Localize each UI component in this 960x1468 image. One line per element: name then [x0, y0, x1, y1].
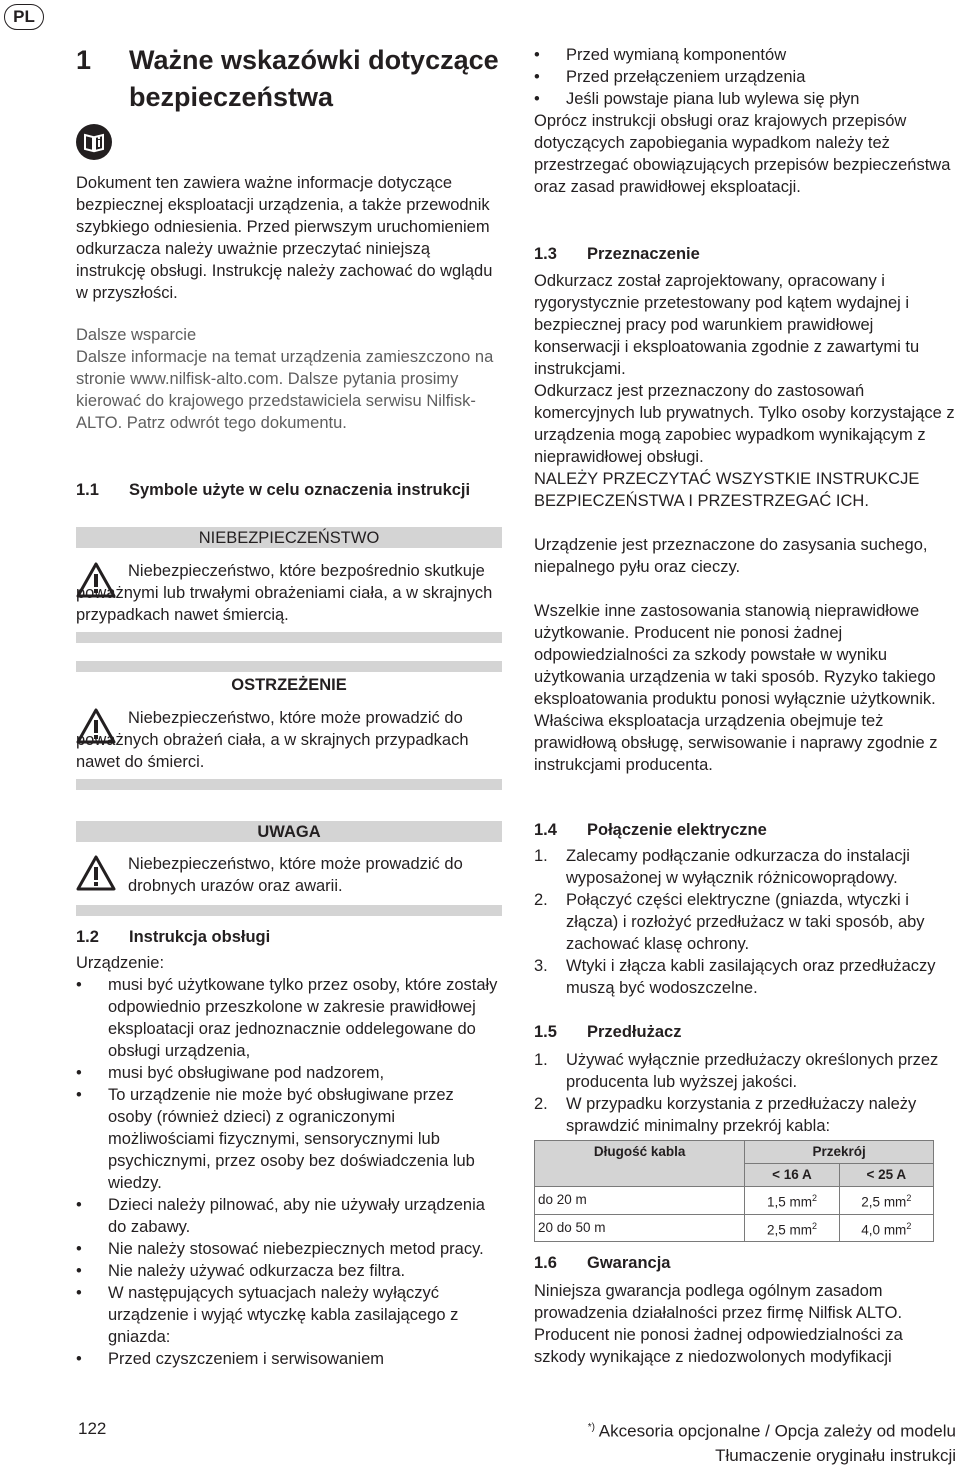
section-title: Gwarancja — [587, 1254, 671, 1272]
table-header-cross-section: Przekrój — [745, 1141, 934, 1164]
table-row: 20 do 50 m 2,5 $mm^2$ 4,0 $mm^2$ — [535, 1214, 934, 1242]
list-item: • Nie należy stosować niebezpiecznych metod pracy. — [76, 1238, 502, 1260]
section-title: Przedłużacz — [587, 1023, 682, 1041]
purpose-paragraph-4: Urządzenie jest przeznaczone do zasysania suchego, niepalnego pyłu oraz cieczy. — [534, 536, 928, 576]
chapter-title: Ważne wskazówki dotyczące bezpieczeństwa — [129, 45, 499, 112]
section-number: 1.5 — [534, 1023, 557, 1041]
support-text: Dalsze informacje na temat urządzenia zamieszczono na stronie www.nilfisk-alto.com. Dalsze pytania prosimy kierować do krajowego przedstawiciela serwisu Nilfisk-ALTO. Patrz odwrót tego dokumentu. — [76, 348, 494, 432]
list-item: 2. Połączyć części elektryczne (gniazda, wtyczki i złącza) i rozłożyć przedłużacz w taki sposób, aby zachować klasę ochrony. — [534, 891, 925, 953]
footer-notes — [588, 1416, 956, 1468]
footer-note: *) Akcesoria opcjonalne / Opcja zależy od modelu — [587, 1421, 956, 1441]
extension-list — [534, 1049, 958, 1137]
extra-paragraph: Oprócz instrukcji obsługi oraz krajowych przepisów dotyczących zapobiegania wypadkom należy też przestrzegać obowiązujących przepisów bezpieczeństwa oraz zasad prawidłowej eksploatacji. — [534, 112, 951, 196]
danger-bottom-bar — [76, 632, 502, 643]
purpose-paragraph-2: Odkurzacz jest przeznaczony do zastosowań komercyjnych lub prywatnych. Tylko osoby korzystające z urządzenia mogą zapobiec wypadkom wynikającym z nieprawidłowej obsługi. — [534, 382, 955, 466]
chapter-number: 1 — [76, 45, 92, 75]
section-1-4-heading — [534, 819, 958, 841]
intro-paragraph: Dokument ten zawiera ważne informacje dotyczące bezpiecznej eksploatacji urządzenia, a także przewodnik szybkiego odniesienia. Przed pierwszym uruchomieniem odkurzacza należy uważnie przeczytać niniejszą instrukcję obsługi. Instrukcję należy zachować do wglądu w przyszłości. — [76, 174, 493, 302]
manual-book-icon — [76, 124, 112, 160]
section-1-5-heading — [534, 1021, 958, 1043]
situation-bullet-list — [534, 44, 958, 110]
language-badge: PL — [4, 4, 44, 30]
danger-text: Niebezpieczeństwo, które bezpośrednio skutkuje poważnymi lub trwałymi obrażeniami ciała, a w skrajnych przypadkach nawet śmiercią. — [76, 562, 493, 624]
list-item: 1. Zalecamy podłączanie odkurzacza do instalacji wyposażonej w wyłącznik różnicowoprądowy. — [534, 847, 910, 887]
list-item: • musi być użytkowane tylko przez osoby, które zostały odpowiednio przeszkolone w zakresie prawidłowej eksploatacji oraz jednoznacznie oddelegowane do obsługi urządzenia, — [76, 974, 502, 1062]
section-title: Instrukcja obsługi — [129, 928, 271, 946]
section-number: 1.1 — [76, 481, 99, 499]
page-number: 122 — [78, 1419, 107, 1438]
list-item: 2. W przypadku korzystania z przedłużaczy należy sprawdzić minimalny przekrój kabla: — [534, 1095, 917, 1135]
section-number: 1.6 — [534, 1254, 557, 1272]
warning-label: OSTRZEŻENIE — [231, 676, 347, 694]
list-item: • To urządzenie nie może być obsługiwane przez osoby (również dzieci) z ograniczonymi możliwościami fizycznymi, sensorycznymi lub psychicznymi, przez osoby bez doświadczenia lub wiedzy. — [76, 1084, 502, 1194]
caution-label: UWAGA — [76, 821, 502, 842]
list-item: • Przed czyszczeniem i serwisowaniem — [76, 1348, 502, 1370]
purpose-paragraph-5: Wszelkie inne zastosowania stanowią nieprawidłowe użytkowanie. Producent nie ponosi żadnej odpowiedzialności za szkody powstałe w wyniku użytkowania urządzenia w taki sposób. Ryzyko takiego eksploatowania produktu ponosi wyłącznie użytkownik. Właściwa eksploatacja urządzenia obejmuje też prawidłową obsługę, serwisowanie i naprawy zgodnie z instrukcjami producenta. — [534, 602, 938, 774]
purpose-paragraph-1: Odkurzacz został zaprojektowany, opracowany i rygorystycznie przetestowany pod kątem wydajnej i bezpiecznej pracy pod warunkiem prawidłowej konserwacji i eksploatowania zgodnie z zawartymi tu instrukcjami. — [534, 272, 920, 378]
list-item: • Dzieci należy pilnować, aby nie używały urządzenia do zabawy. — [76, 1194, 502, 1238]
list-item: • Przed wymianą komponentów — [534, 44, 958, 66]
list-item: • W następujących sytuacjach należy wyłączyć urządzenie i wyjąć wtyczkę kabla zasilającego z gniazda: — [76, 1282, 502, 1348]
section-number: 1.3 — [534, 245, 557, 263]
list-item: • musi być obsługiwane pod nadzorem, — [76, 1062, 502, 1084]
list-item: 1. Używać wyłącznie przedłużaczy określonych przez producenta lub wyższej jakości. — [534, 1051, 939, 1091]
usage-bullet-list — [76, 974, 502, 1370]
section-number: 1.4 — [534, 821, 557, 839]
table-subheader: < 16 A — [745, 1164, 839, 1187]
footer-translation: Tłumaczenie oryginału instrukcji — [715, 1445, 956, 1465]
caution-text: Niebezpieczeństwo, które może prowadzić do drobnych urazów oraz awarii. — [128, 855, 463, 895]
warning-top-bar — [76, 661, 502, 672]
table-row: do 20 m 1,5 $mm^2$ 2,5 $mm^2$ — [535, 1187, 934, 1215]
section-1-2-heading — [76, 926, 502, 948]
section-1-6-heading — [534, 1252, 958, 1274]
device-label: Urządzenie: — [76, 954, 165, 972]
purpose-paragraph-3: NALEŻY PRZECZYTAĆ WSZYSTKIE INSTRUKCJE BEZPIECZEŃSTWA I PRZESTRZEGAĆ ICH. — [534, 470, 920, 510]
section-number: 1.2 — [76, 928, 99, 946]
warranty-text: Niniejsza gwarancja podlega ogólnym zasadom prowadzenia działalności przez firmę Nilfisk ALTO. Producent nie ponosi żadnej odpowiedzialności za szkody wynikające z niedozwolonych modyfikacji — [534, 1282, 903, 1366]
electrical-list — [534, 845, 958, 999]
warning-bottom-bar — [76, 779, 502, 790]
table-header-length: Długość kabla — [535, 1141, 745, 1187]
danger-label: NIEBEZPIECZEŃSTWO — [76, 527, 502, 548]
section-1-3-heading — [534, 243, 958, 265]
list-item: • Jeśli powstaje piana lub wylewa się płyn — [534, 88, 958, 110]
section-title: Symbole użyte w celu oznaczenia instrukcji — [129, 481, 471, 499]
cable-cross-section-table — [534, 1140, 934, 1242]
section-1-1-heading — [76, 479, 502, 523]
section-title: Przeznaczenie — [587, 245, 700, 263]
caution-bottom-bar — [76, 905, 502, 916]
list-item: 3. Wtyki i złącza kabli zasilających oraz przedłużaczy muszą być wodoszczelne. — [534, 957, 936, 997]
list-item: • Nie należy używać odkurzacza bez filtra. — [76, 1260, 502, 1282]
list-item: • Przed przełączeniem urządzenia — [534, 66, 958, 88]
table-subheader: < 25 A — [839, 1164, 933, 1187]
section-title: Połączenie elektryczne — [587, 821, 767, 839]
support-title: Dalsze wsparcie — [76, 326, 197, 344]
warning-text: Niebezpieczeństwo, które może prowadzić do poważnych obrażeń ciała, a w skrajnych przypadkach nawet do śmierci. — [76, 709, 469, 771]
